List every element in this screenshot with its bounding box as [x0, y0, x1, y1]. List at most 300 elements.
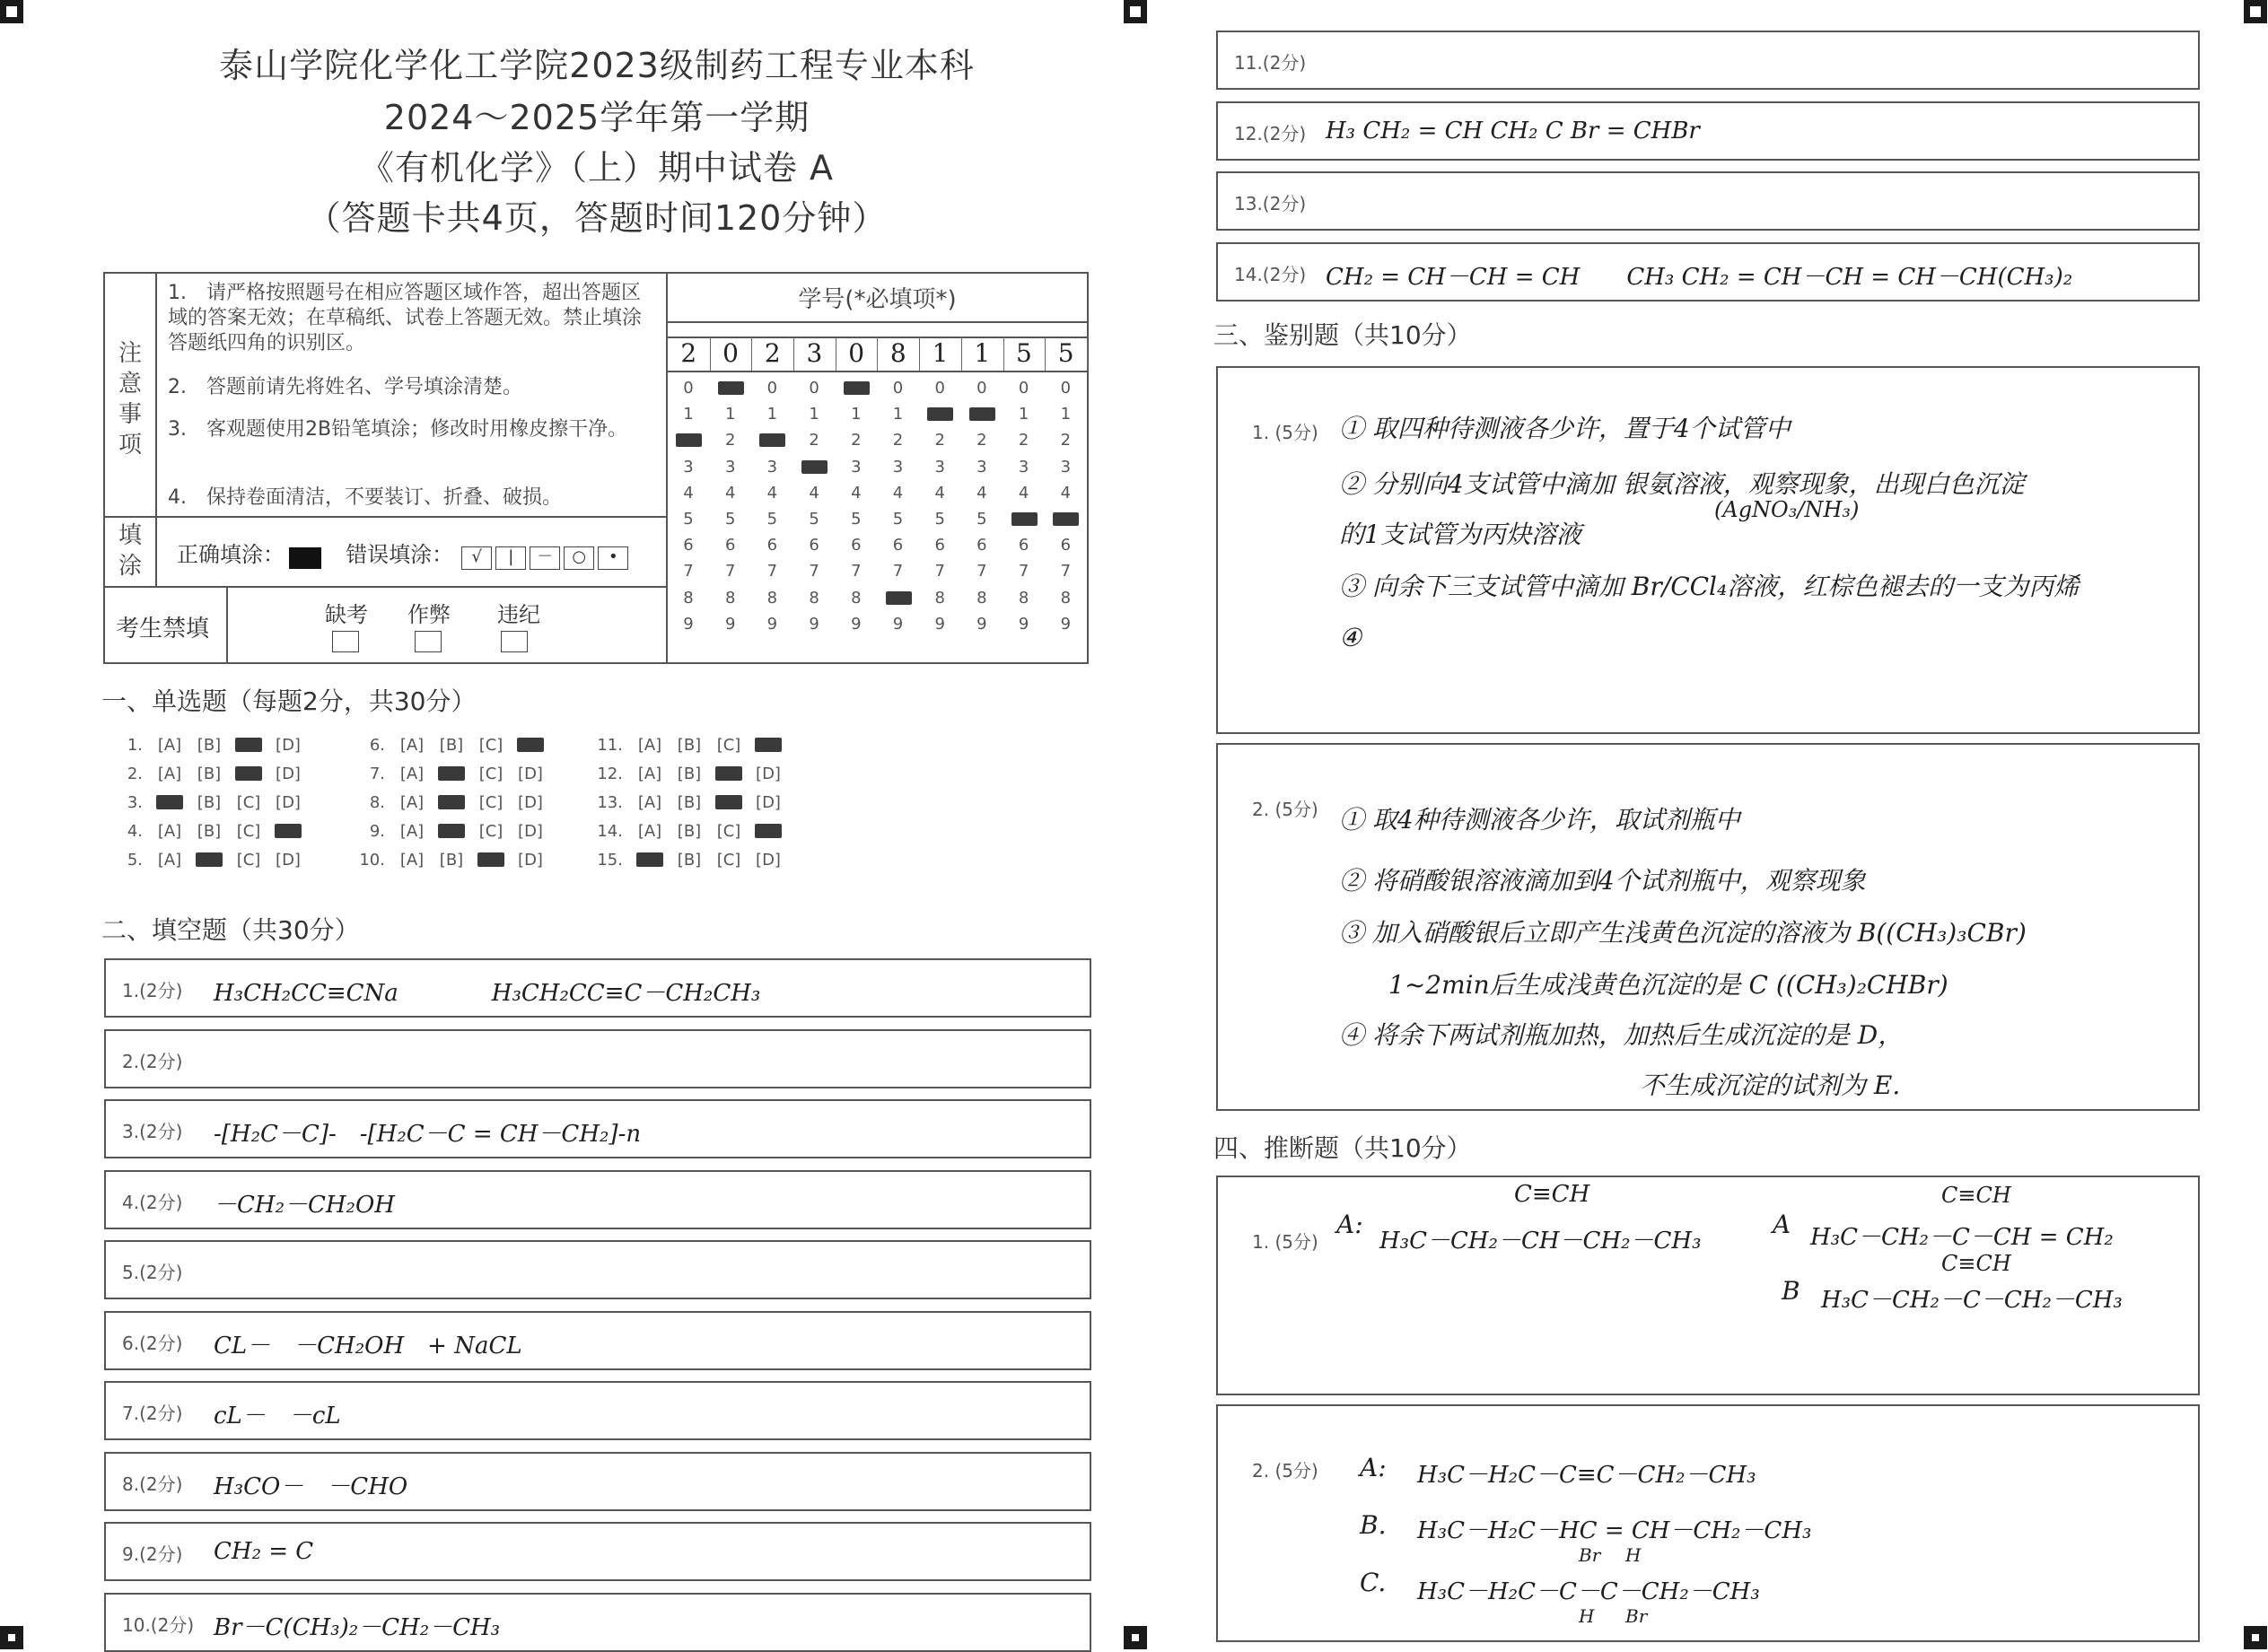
- fill-answer-box: [104, 958, 1091, 1018]
- mcq-question-number: 6.: [369, 736, 385, 755]
- mcq-option-filled[interactable]: [749, 822, 788, 841]
- fill-question-label: 1.(2分): [122, 980, 183, 1001]
- mcq-option[interactable]: [B]: [197, 793, 222, 812]
- identify-q2-line1: ① 取4种待测液各少许，取试剂瓶中: [1339, 805, 1740, 835]
- mcq-option[interactable]: [C]: [236, 822, 261, 841]
- mcq-option[interactable]: [C]: [716, 736, 741, 755]
- id-bubble-filled[interactable]: [1006, 511, 1042, 529]
- id-bubble-filled[interactable]: [922, 406, 958, 424]
- id-bubble[interactable]: 7: [809, 562, 819, 581]
- corner-marker-bottom-right: [2244, 1626, 2267, 1649]
- mcq-option[interactable]: [A]: [399, 736, 425, 755]
- notice-item-2: 2. 答题前请先将姓名、学号填涂清楚。: [168, 376, 522, 398]
- fill-answer-box: [104, 1170, 1091, 1229]
- id-bubble[interactable]: 9: [934, 614, 945, 634]
- student-id-digit-box: 2: [668, 337, 711, 371]
- section1-title: 一、单选题（每题2分，共30分）: [101, 686, 477, 716]
- id-bubble[interactable]: 3: [1018, 457, 1029, 476]
- mcq-option-filled[interactable]: [229, 765, 268, 783]
- id-bubble[interactable]: 5: [683, 510, 694, 529]
- mcq-option[interactable]: [A]: [637, 765, 662, 783]
- mcq-question-row: [592, 736, 788, 755]
- mcq-question-row: [592, 822, 788, 841]
- mcq-option[interactable]: [D]: [276, 851, 301, 870]
- id-bubble[interactable]: 1: [809, 405, 819, 424]
- mcq-option[interactable]: [B]: [677, 765, 702, 783]
- id-bubble[interactable]: 0: [1018, 379, 1029, 398]
- id-bubble[interactable]: 4: [809, 483, 819, 503]
- id-bubble[interactable]: 8: [766, 588, 778, 607]
- id-bubble[interactable]: 9: [851, 614, 862, 634]
- mcq-question-number: 8.: [369, 793, 385, 812]
- mcq-question-number: 2.: [127, 765, 143, 783]
- mcq-question-number: 14.: [597, 822, 623, 841]
- id-bubble[interactable]: 8: [809, 588, 819, 607]
- id-bubble[interactable]: 7: [934, 562, 945, 581]
- id-bubble-filled[interactable]: [880, 590, 916, 607]
- fill-answer-box: [104, 1099, 1091, 1158]
- id-bubble[interactable]: 6: [892, 536, 904, 555]
- id-bubble[interactable]: 3: [934, 457, 945, 476]
- fill-question-label: 12.(2分): [1234, 122, 1307, 144]
- student-id-digit-box: 5: [1003, 337, 1046, 371]
- mcq-option[interactable]: [A]: [637, 736, 662, 755]
- id-bubble[interactable]: 4: [976, 483, 987, 503]
- mcq-question-row: [112, 736, 308, 755]
- mcq-option[interactable]: [B]: [439, 736, 464, 755]
- id-bubble[interactable]: 6: [976, 536, 987, 555]
- id-bubble[interactable]: 5: [851, 510, 862, 529]
- id-bubble[interactable]: 1: [1018, 405, 1029, 424]
- deduce-q2-label: 2. (5分): [1252, 1460, 1318, 1482]
- deduce-q2-b-main: H₃C－H₂C－HC = CH－CH₂－CH₃: [1417, 1517, 1812, 1544]
- mcq-question-row: [592, 793, 788, 812]
- mcq-option[interactable]: [B]: [197, 765, 222, 783]
- id-bubble[interactable]: 1: [766, 405, 778, 424]
- id-bubble[interactable]: 2: [934, 431, 945, 450]
- deduce-q2-a-main: H₃C－H₂C－C≡C－CH₂－CH₃: [1417, 1462, 1756, 1489]
- id-bubble[interactable]: 4: [724, 483, 736, 503]
- fill-question-label: 6.(2分): [122, 1332, 183, 1354]
- id-bubble[interactable]: 7: [976, 562, 987, 581]
- fill-question-label: 3.(2分): [122, 1121, 183, 1142]
- mcq-option[interactable]: [B]: [197, 822, 222, 841]
- id-bubble[interactable]: 2: [892, 431, 904, 450]
- id-bubble[interactable]: 8: [851, 588, 862, 607]
- mcq-question-number: 13.: [597, 793, 623, 812]
- mcq-option[interactable]: [A]: [637, 822, 662, 841]
- fill-answer-box: [1216, 101, 2200, 161]
- id-bubble[interactable]: 0: [809, 379, 819, 398]
- id-bubble[interactable]: 2: [1060, 431, 1072, 450]
- mcq-question-row: [112, 851, 308, 870]
- student-id-digit-box: 1: [961, 337, 1004, 371]
- id-bubble[interactable]: 2: [976, 431, 987, 450]
- mcq-option[interactable]: [B]: [197, 736, 222, 755]
- mcq-option-filled[interactable]: [432, 822, 471, 841]
- absent-checkbox[interactable]: [332, 631, 359, 652]
- mcq-option[interactable]: [B]: [677, 851, 702, 870]
- deduce-q1-right-b-prefix: B: [1782, 1276, 1800, 1306]
- id-bubble[interactable]: 4: [934, 483, 945, 503]
- id-bubble[interactable]: 9: [976, 614, 987, 634]
- student-id-title: 学号(*必填项*): [798, 286, 957, 313]
- deduce-q1-box: [1216, 1176, 2200, 1395]
- id-bubble[interactable]: 1: [683, 405, 694, 424]
- fill-answer-handwriting: H₃ CH₂ = CH CH₂ C Br = CHBr: [1326, 117, 1700, 144]
- id-bubble-filled[interactable]: [796, 459, 832, 476]
- corner-marker-top-center: [1124, 0, 1147, 23]
- mcq-option-filled[interactable]: [709, 793, 749, 812]
- deduce-q2-a-prefix: A:: [1360, 1453, 1387, 1482]
- id-bubble[interactable]: 6: [1060, 536, 1072, 555]
- mcq-option-filled[interactable]: [749, 736, 788, 755]
- deduce-q1-left-main: H₃C－CH₂－CH－CH₂－CH₃: [1379, 1228, 1702, 1254]
- mcq-option[interactable]: [A]: [399, 793, 425, 812]
- id-bubble[interactable]: 3: [851, 457, 862, 476]
- deduce-q2-b-prefix: B.: [1360, 1510, 1387, 1540]
- identify-q2-line4: 1~2min后生成浅黄色沉淀的是 C ((CH₃)₂CHBr): [1388, 970, 1948, 1000]
- id-bubble-filled[interactable]: [713, 380, 749, 398]
- mcq-option[interactable]: [D]: [518, 851, 543, 870]
- identify-q1-line1: ① 取四种待测液各少许，置于4个试管中: [1339, 414, 1791, 443]
- mcq-question-row: [355, 793, 550, 812]
- wrong-fill-dot: •: [598, 546, 628, 570]
- mcq-option-filled[interactable]: [189, 851, 229, 870]
- fill-answer-handwriting: H₃CO－ －CHO: [214, 1473, 408, 1500]
- deduce-q2-box: [1216, 1404, 2200, 1642]
- id-bubble[interactable]: 4: [683, 483, 694, 503]
- notice-label: 注意事项: [118, 340, 142, 459]
- mcq-question-row: [112, 765, 308, 783]
- deduce-q2-c-top2: H: [1625, 1544, 1642, 1566]
- corner-marker-top-left: [0, 0, 23, 23]
- section2-title: 二、填空题（共30分）: [101, 915, 360, 945]
- mcq-question-row: [112, 793, 308, 812]
- exam-title-line1: 泰山学院化学化工学院2023级制药工程专业本科: [219, 46, 975, 85]
- violation-checkbox[interactable]: [501, 631, 528, 652]
- id-bubble[interactable]: 4: [766, 483, 778, 503]
- id-bubble[interactable]: 7: [1018, 562, 1029, 581]
- mcq-option[interactable]: [C]: [236, 851, 261, 870]
- mcq-option[interactable]: [D]: [756, 765, 781, 783]
- mcq-option[interactable]: [D]: [518, 822, 543, 841]
- id-bubble[interactable]: 8: [1060, 588, 1072, 607]
- fill-answer-box: [1216, 171, 2200, 231]
- fill-answer-handwriting: CL－ －CH₂OH + NaCL: [214, 1332, 522, 1359]
- exam-title-line2: 2024～2025学年第一学期: [383, 98, 810, 137]
- identify-q2-line3: ③ 加入硝酸银后立即产生浅黄色沉淀的溶液为 B((CH₃)₃CBr): [1339, 918, 2027, 948]
- wrong-fill-label: 错误填涂：: [346, 542, 454, 567]
- id-bubble[interactable]: 7: [724, 562, 736, 581]
- deduce-q2-c-bot2: Br: [1625, 1605, 1648, 1627]
- id-bubble[interactable]: 4: [1060, 483, 1072, 503]
- id-bubble-filled[interactable]: [670, 432, 706, 450]
- mcq-question-number: 15.: [597, 851, 623, 870]
- id-bubble[interactable]: 9: [1018, 614, 1029, 634]
- mcq-option[interactable]: [A]: [157, 736, 182, 755]
- mcq-option-filled[interactable]: [432, 765, 471, 783]
- id-bubble[interactable]: 5: [724, 510, 736, 529]
- id-bubble[interactable]: 2: [809, 431, 819, 450]
- id-bubble[interactable]: 2: [851, 431, 862, 450]
- fill-question-label: 10.(2分): [122, 1613, 195, 1636]
- violation-label: 违纪: [497, 602, 540, 627]
- id-bubble[interactable]: 1: [851, 405, 862, 424]
- mcq-question-row: [355, 822, 550, 841]
- mcq-option[interactable]: [C]: [478, 765, 504, 783]
- mcq-question-row: [355, 736, 550, 755]
- fill-answer-handwriting: cL－ －cL: [214, 1403, 341, 1429]
- mcq-question-number: 12.: [597, 765, 623, 783]
- fill-answer-handwriting: H₃CH₂CC≡CNa H₃CH₂CC≡C－CH₂CH₃: [214, 980, 761, 1007]
- deduce-q1-right-a-prefix: A: [1773, 1210, 1791, 1239]
- id-bubble[interactable]: 3: [683, 457, 694, 476]
- forbid-label: 考生禁填: [116, 616, 210, 642]
- id-bubble[interactable]: 5: [892, 510, 904, 529]
- id-bubble[interactable]: 8: [976, 588, 987, 607]
- student-id-digit-box: 3: [793, 337, 836, 371]
- mcq-option[interactable]: [D]: [276, 736, 301, 755]
- wrong-fill-dash: －: [530, 546, 560, 570]
- fill-question-label: 13.(2分): [1234, 193, 1307, 214]
- identify-q1-box: [1216, 366, 2200, 734]
- fill-answer-handwriting: Br－C(CH₃)₂－CH₂－CH₃: [214, 1613, 501, 1641]
- id-bubble[interactable]: 5: [934, 510, 945, 529]
- fill-question-label: 9.(2分): [122, 1543, 183, 1565]
- fill-answer-handwriting: CH₂ = C: [214, 1538, 314, 1565]
- identify-q2-line2: ② 将硝酸银溶液滴加到4个试剂瓶中，观察现象: [1339, 866, 1866, 896]
- id-bubble[interactable]: 5: [809, 510, 819, 529]
- fill-answer-box: [104, 1311, 1091, 1370]
- deduce-q2-c-top1: Br: [1579, 1544, 1601, 1566]
- mcq-option[interactable]: [A]: [637, 793, 662, 812]
- mcq-question-number: 5.: [127, 851, 143, 870]
- id-bubble[interactable]: 7: [851, 562, 862, 581]
- id-bubble[interactable]: 3: [724, 457, 736, 476]
- id-bubble[interactable]: 6: [934, 536, 945, 555]
- fill-answer-box: [104, 1593, 1091, 1652]
- fill-answer-box: [104, 1522, 1091, 1581]
- id-bubble[interactable]: 0: [934, 379, 945, 398]
- mcq-option[interactable]: [C]: [478, 822, 504, 841]
- id-bubble[interactable]: 6: [724, 536, 736, 555]
- mcq-question-number: 10.: [359, 851, 385, 870]
- identify-q2-label: 2. (5分): [1252, 799, 1318, 820]
- fill-answer-handwriting: -[H₂C－C]- -[H₂C－C = CH－CH₂]-n: [214, 1121, 642, 1148]
- id-bubble[interactable]: 9: [766, 614, 778, 634]
- id-bubble[interactable]: 3: [976, 457, 987, 476]
- mcq-option[interactable]: [B]: [439, 851, 464, 870]
- mcq-option[interactable]: [C]: [716, 822, 741, 841]
- mcq-question-row: [355, 765, 550, 783]
- correct-fill-sample: [289, 547, 321, 569]
- id-bubble[interactable]: 6: [1018, 536, 1029, 555]
- mcq-option-filled[interactable]: [709, 765, 749, 783]
- id-bubble[interactable]: 4: [892, 483, 904, 503]
- id-bubble[interactable]: 3: [1060, 457, 1072, 476]
- id-bubble[interactable]: 7: [683, 562, 694, 581]
- fill-question-label: 8.(2分): [122, 1473, 183, 1495]
- mcq-option[interactable]: [C]: [478, 793, 504, 812]
- mcq-option[interactable]: [A]: [157, 851, 182, 870]
- id-bubble[interactable]: 1: [724, 405, 736, 424]
- mcq-option[interactable]: [C]: [716, 851, 741, 870]
- id-bubble[interactable]: 7: [892, 562, 904, 581]
- cheat-checkbox[interactable]: [415, 631, 442, 652]
- id-bubble-filled[interactable]: [1047, 511, 1083, 529]
- id-bubble[interactable]: 8: [1018, 588, 1029, 607]
- mcq-question-row: [592, 765, 788, 783]
- id-bubble[interactable]: 4: [851, 483, 862, 503]
- id-bubble[interactable]: 7: [1060, 562, 1072, 581]
- mcq-option[interactable]: [A]: [399, 765, 425, 783]
- id-bubble-filled[interactable]: [964, 406, 1000, 424]
- deduce-q1-right-b-main: H₃C－CH₂－C－CH₂－CH₃: [1821, 1287, 2123, 1314]
- fill-answer-handwriting: －CH₂－CH₂OH: [214, 1191, 395, 1219]
- mcq-option-filled[interactable]: [268, 822, 308, 841]
- mcq-option[interactable]: [D]: [756, 851, 781, 870]
- deduce-q1-label: 1. (5分): [1252, 1231, 1318, 1253]
- fill-label: 填涂: [118, 522, 142, 580]
- id-bubble[interactable]: 6: [683, 536, 694, 555]
- fill-answer-box: [104, 1240, 1091, 1299]
- deduce-q1-left-top: C≡CH: [1514, 1181, 1590, 1208]
- fill-answer-box: [1216, 242, 2200, 302]
- mcq-option[interactable]: [D]: [276, 765, 301, 783]
- student-id-digit-box: 1: [919, 337, 962, 371]
- mcq-option-filled[interactable]: [229, 736, 268, 755]
- id-bubble[interactable]: 0: [1060, 379, 1072, 398]
- id-bubble[interactable]: 9: [683, 614, 694, 634]
- fill-question-label: 7.(2分): [122, 1403, 183, 1424]
- student-id-digit-box: 8: [878, 337, 921, 371]
- mcq-question-row: [355, 851, 550, 870]
- fill-example-row: [177, 537, 628, 570]
- mcq-question-number: 3.: [127, 793, 143, 812]
- fill-question-label: 14.(2分): [1234, 263, 1307, 285]
- deduce-q1-right-b-top: C≡CH: [1941, 1251, 2011, 1276]
- mcq-option-filled[interactable]: [432, 793, 471, 812]
- id-bubble[interactable]: 0: [683, 379, 694, 398]
- id-bubble[interactable]: 5: [976, 510, 987, 529]
- mcq-option[interactable]: [B]: [677, 822, 702, 841]
- notice-item-1: 1. 请严格按照题号在相应答题区域作答，超出答题区域的答案无效；在草稿纸、试卷上答题无效。禁止填涂答题纸四角的识别区。: [168, 282, 643, 354]
- deduce-q2-c-main: H₃C－H₂C－C－C－CH₂－CH₃: [1417, 1578, 1760, 1605]
- mcq-option[interactable]: [C]: [478, 736, 504, 755]
- correct-fill-label: 正确填涂：: [177, 542, 285, 567]
- id-bubble[interactable]: 4: [1018, 483, 1029, 503]
- fill-answer-box: [104, 1452, 1091, 1511]
- mcq-option[interactable]: [D]: [276, 793, 301, 812]
- exam-info-table: [103, 272, 1089, 664]
- mcq-question-number: 9.: [369, 822, 385, 841]
- id-bubble[interactable]: 7: [766, 562, 778, 581]
- cheat-label: 作弊: [407, 602, 451, 627]
- mcq-option-filled[interactable]: [630, 851, 670, 870]
- exam-title-line4: （答题卡共4页，答题时间120分钟）: [306, 198, 888, 238]
- student-id-digit-box: 0: [710, 337, 753, 371]
- wrong-fill-check: √: [461, 546, 492, 570]
- id-bubble[interactable]: 9: [892, 614, 904, 634]
- id-bubble[interactable]: 0: [976, 379, 987, 398]
- mcq-question-number: 4.: [127, 822, 143, 841]
- id-bubble[interactable]: 3: [892, 457, 904, 476]
- identify-q1-reagent: (AgNO₃/NH₃): [1714, 497, 1860, 522]
- mcq-option[interactable]: [D]: [518, 793, 543, 812]
- fill-question-label: 11.(2分): [1234, 52, 1307, 74]
- corner-marker-bottom-center: [1124, 1626, 1147, 1649]
- id-bubble[interactable]: 8: [724, 588, 736, 607]
- mcq-question-number: 7.: [369, 765, 385, 783]
- deduce-q1-left-prefix: A:: [1336, 1210, 1363, 1239]
- id-bubble[interactable]: 9: [1060, 614, 1072, 634]
- mcq-option[interactable]: [A]: [399, 822, 425, 841]
- mcq-option[interactable]: [D]: [756, 793, 781, 812]
- id-bubble[interactable]: 5: [766, 510, 778, 529]
- section3-title: 三、鉴别题（共10分）: [1213, 320, 1472, 350]
- id-bubble[interactable]: 9: [809, 614, 819, 634]
- id-bubble[interactable]: 8: [683, 588, 694, 607]
- identify-q1-line5: ④: [1339, 623, 1362, 652]
- mcq-option-filled[interactable]: [511, 736, 550, 755]
- mcq-option[interactable]: [A]: [157, 822, 182, 841]
- mcq-question-number: 1.: [127, 736, 143, 755]
- mcq-option-filled[interactable]: [471, 851, 511, 870]
- mcq-option[interactable]: [A]: [399, 851, 425, 870]
- mcq-option[interactable]: [D]: [518, 765, 543, 783]
- wrong-fill-bar: |: [495, 546, 526, 570]
- identify-q1-line3: 的1支试管为丙炔溶液: [1339, 520, 1581, 549]
- id-bubble[interactable]: 8: [934, 588, 945, 607]
- identify-q1-label: 1. (5分): [1252, 422, 1318, 443]
- identify-q2-line5: ④ 将余下两试剂瓶加热，加热后生成沉淀的是 D，: [1339, 1020, 1904, 1050]
- fill-answer-box: [104, 1381, 1091, 1440]
- mcq-question-row: [592, 851, 788, 870]
- id-bubble[interactable]: 0: [892, 379, 904, 398]
- student-id-digit-box: 0: [836, 337, 879, 371]
- deduce-q2-c-bot1: H: [1579, 1605, 1595, 1627]
- id-bubble-filled[interactable]: [754, 432, 790, 450]
- mcq-option[interactable]: [C]: [236, 793, 261, 812]
- id-bubble[interactable]: 1: [892, 405, 904, 424]
- mcq-option-filled[interactable]: [150, 793, 189, 812]
- id-bubble[interactable]: 9: [724, 614, 736, 634]
- absent-label: 缺考: [325, 602, 368, 627]
- id-bubble[interactable]: 6: [851, 536, 862, 555]
- exam-title-line3: 《有机化学》（上）期中试卷 A: [359, 148, 835, 188]
- id-bubble[interactable]: 0: [766, 379, 778, 398]
- id-bubble[interactable]: 3: [766, 457, 778, 476]
- deduce-q1-right-a-main: H₃C－CH₂－C－CH = CH₂: [1810, 1224, 2114, 1251]
- deduce-q2-c-prefix: C.: [1360, 1568, 1387, 1597]
- fill-question-label: 5.(2分): [122, 1262, 183, 1283]
- mcq-option[interactable]: [B]: [677, 793, 702, 812]
- mcq-option[interactable]: [B]: [677, 736, 702, 755]
- identify-q1-line2: ② 分别向4支试管中滴加 银氨溶液，观察现象，出现白色沉淀: [1339, 469, 2025, 499]
- corner-marker-bottom-left: [0, 1626, 23, 1649]
- id-bubble[interactable]: 6: [809, 536, 819, 555]
- mcq-option[interactable]: [A]: [157, 765, 182, 783]
- id-bubble-filled[interactable]: [838, 380, 874, 398]
- id-bubble[interactable]: 6: [766, 536, 778, 555]
- identify-q2-line6: 不生成沉淀的试剂为 E.: [1640, 1071, 1901, 1100]
- id-bubble[interactable]: 2: [1018, 431, 1029, 450]
- notice-item-4: 4. 保持卷面清洁，不要装订、折叠、破损。: [168, 486, 562, 509]
- id-bubble[interactable]: 1: [1060, 405, 1072, 424]
- section4-title: 四、推断题（共10分）: [1213, 1133, 1472, 1163]
- id-bubble[interactable]: 2: [724, 431, 736, 450]
